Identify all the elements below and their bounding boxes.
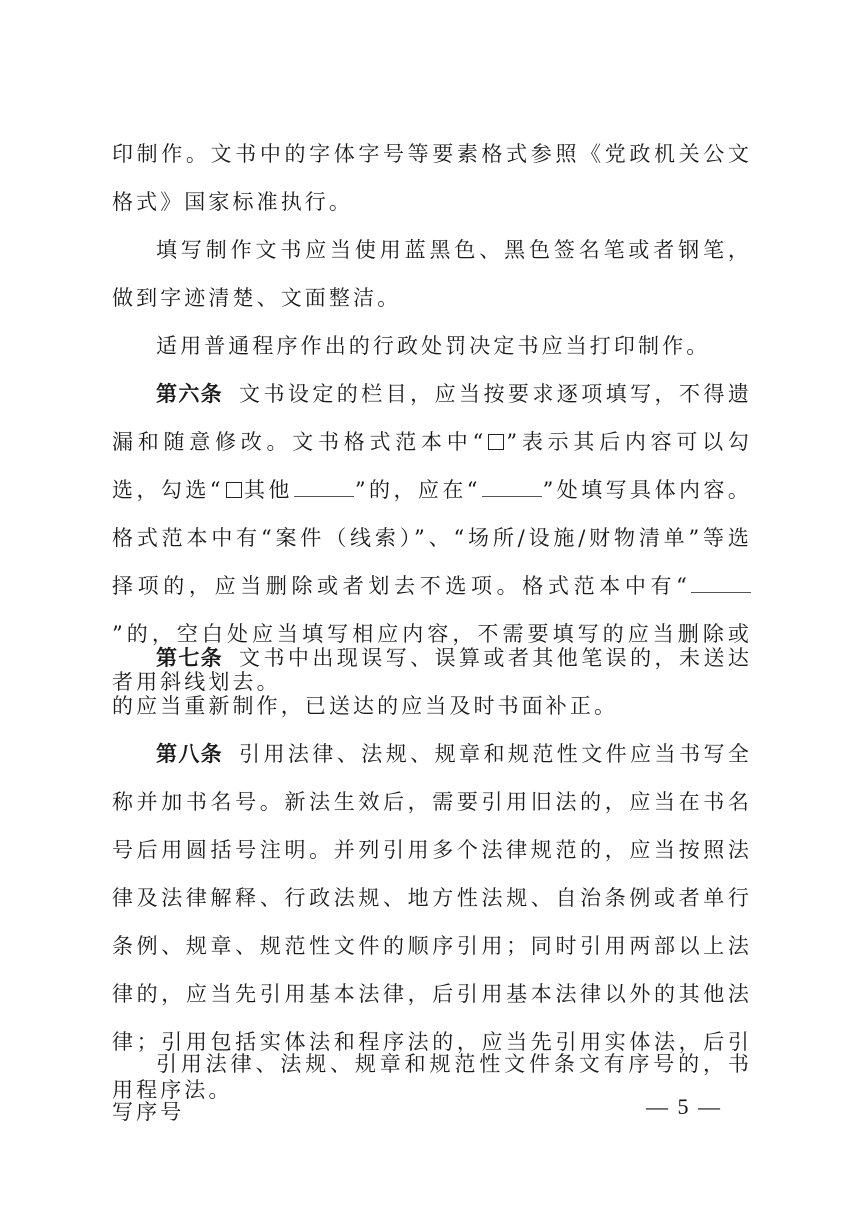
article-6-text-3: 其他 [243, 478, 293, 502]
article-7 [112, 634, 752, 730]
article-6-title: 第六条 [156, 382, 224, 406]
paragraph-text: 引用法律、法规、规章和规范性文件条文有序号的，书写序号 [112, 1052, 752, 1124]
article-7-title: 第七条 [156, 646, 224, 670]
paragraph-text: 印制作。文书中的字体字号等要素格式参照《党政机关公文格式》国家标准执行。 [112, 142, 752, 214]
paragraph-writing-tools [112, 226, 752, 322]
paragraph-format-reference [112, 130, 752, 226]
page-number: — 5 — [646, 1094, 722, 1119]
blank-line [482, 475, 542, 497]
article-7-text: 文书中出现误写、误算或者其他笔误的，未送达的应当重新制作，已送达的应当及时书面补正。 [112, 646, 752, 718]
blank-line [691, 571, 751, 593]
article-6-text-6: ”的，空白处应当填写相应内容，不需要填写的应当删除或者用斜线划去。 [112, 622, 752, 694]
article-8-title: 第八条 [156, 742, 224, 766]
checkbox-symbol [226, 482, 242, 498]
paragraph-text: 填写制作文书应当使用蓝黑色、黑色签名笔或者钢笔，做到字迹清楚、文面整洁。 [112, 238, 752, 310]
article-6-text-4: ”的，应在“ [354, 478, 481, 502]
article-8-text: 引用法律、法规、规章和规范性文件应当书写全称并加书名号。新法生效后，需要引用旧法的，应当在书名号后用圆括号注明。并列引用多个法律规范的，应当按照法律及法律解释、行政法规、地方性法规、自治条例或者单行条例、规章、规范性文件的顺序引用；同时引用两部以上法律的，应当先引用基本法律，后引用基本法律以外的其他法律；引用包括实体法和程序法的，应当先引用实体法，后引用程序法。 [112, 742, 752, 1102]
blank-line [294, 475, 354, 497]
paragraph-article-numbering [112, 1040, 752, 1136]
article-6-text-2: ”表示其后内容可以勾选，勾选“ [112, 430, 752, 502]
article-6-text-1: 文书设定的栏目，应当按要求逐项填写，不得遗漏和随意修改。文书格式范本中“ [112, 382, 752, 454]
checkbox-symbol [488, 434, 504, 450]
paragraph-print-requirement [112, 322, 752, 370]
paragraph-text: 适用普通程序作出的行政处罚决定书应当打印制作。 [156, 334, 711, 358]
article-6-text-5: ”处填写具体内容。格式范本中有“案件（线索）”、“场所/设施/财物清单”等选择项的，应当删除或者划去不选项。格式范本中有“ [112, 478, 752, 598]
